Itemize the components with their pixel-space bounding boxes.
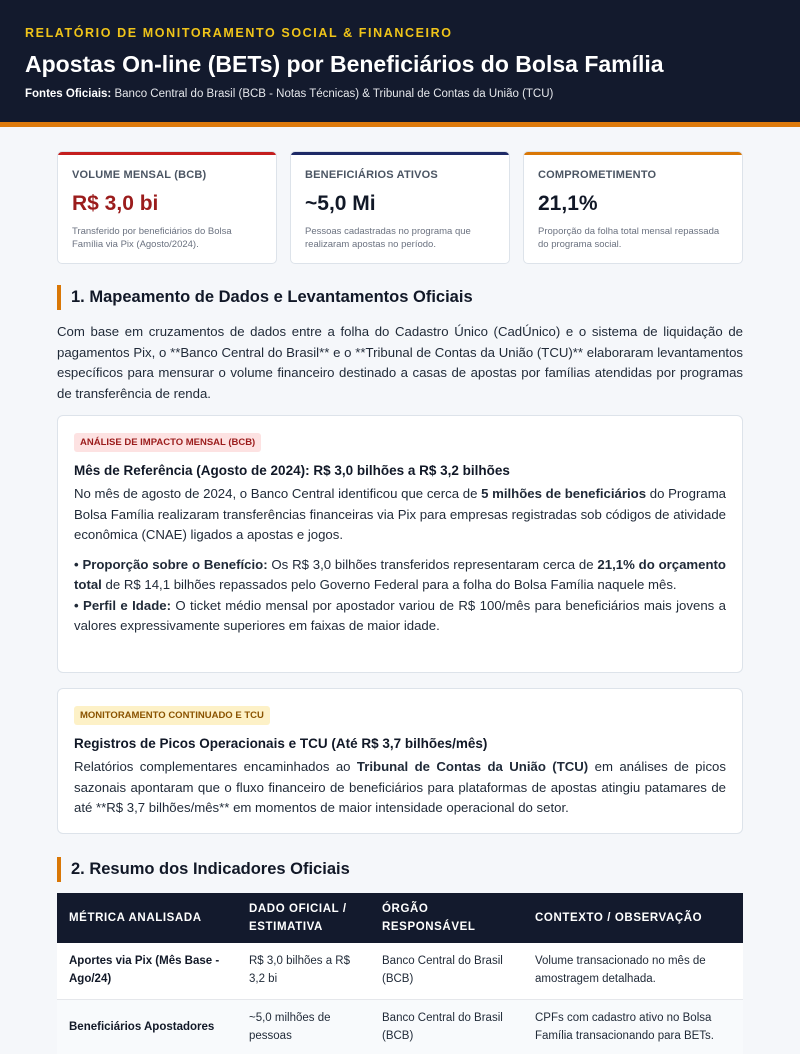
table-header-row (57, 893, 743, 943)
kpi-description: Pessoas cadastradas no programa que realizaram apostas no período. (305, 226, 471, 250)
kpi-description: Transferido por beneficiários do Bolsa Família via Pix (Agosto/2024). (72, 226, 232, 250)
column-header: MÉTRICA ANALISADA (57, 893, 237, 943)
kpi-value: ~5,0 Mi (305, 192, 376, 215)
monitoring-heading: Registros de Picos Operacionais e TCU (Até R$ 3,7 bilhões/mês) (74, 736, 488, 751)
kpi-value: R$ 3,0 bi (72, 192, 159, 215)
column-header: DADO OFICIAL / ESTIMATIVA (237, 893, 370, 943)
monitoring-badge: MONITORAMENTO CONTINUADO E TCU (74, 706, 270, 725)
table-cell: Banco Central do Brasil (BCB) (370, 999, 523, 1054)
table-cell: Banco Central do Brasil (BCB) (370, 943, 523, 999)
table-row (57, 943, 743, 999)
table-cell: CPFs com cadastro ativo no Bolsa Família transacionando para BETs. (523, 999, 743, 1054)
impact-paragraph: No mês de agosto de 2024, o Banco Central identificou que cerca de 5 milhões de beneficiários do Programa Bolsa Família realizaram transferências financeiras via Pix para empresas registradas sob códigos de atividade econômica (CNAE) ligados a apostas e jogos. (74, 486, 727, 542)
monitoring-paragraph: Relatórios complementares encaminhados ao Tribunal de Contas da União (TCU) em análises de picos sazonais apontaram que o fluxo financeiro de beneficiários para plataformas de apostas atingiu patamares de até **R$ 3,7 bilhões/mês** em momentos de maior intensidade operacional do setor. (74, 759, 726, 815)
bullet-proportion: • Proporção sobre o Benefício: Os R$ 3,0 bilhões transferidos representaram cerca de 21,1% do orçamento total de R$ 14,1 bilhões repassados pelo Governo Federal para a folha do Bolsa Família naquele mês. (74, 556, 726, 592)
impact-badge: ANÁLISE DE IMPACTO MENSAL (BCB) (74, 433, 261, 452)
report-content (0, 151, 800, 1054)
table-row (57, 999, 743, 1054)
kpi-card-volume (57, 151, 277, 264)
kpi-label: VOLUME MENSAL (BCB) (72, 169, 207, 181)
column-header: ÓRGÃO RESPONSÁVEL (370, 893, 523, 943)
sources-text: Banco Central do Brasil (BCB - Notas Técnicas) & Tribunal de Contas da União (TCU) (111, 88, 554, 100)
kpi-label: COMPROMETIMENTO (538, 169, 657, 181)
kpi-label: BENEFICIÁRIOS ATIVOS (305, 169, 438, 181)
report-title: Apostas On-line (BETs) por Beneficiários do Bolsa Família (25, 51, 664, 77)
sources-label: Fontes Oficiais: (25, 88, 112, 100)
column-header: CONTEXTO / OBSERVAÇÃO (523, 893, 743, 943)
table-cell: ~5,0 milhões de pessoas (237, 999, 370, 1054)
table-cell: R$ 3,0 bilhões a R$ 3,2 bi (237, 943, 370, 999)
impact-heading: Mês de Referência (Agosto de 2024): R$ 3,0 bilhões a R$ 3,2 bilhões (74, 463, 510, 478)
section-title-mapping: 1. Mapeamento de Dados e Levantamentos Oficiais (57, 285, 743, 310)
kpi-description: Proporção da folha total mensal repassada do programa social. (538, 226, 720, 250)
report-sources (25, 88, 775, 100)
section-title-summary: 2. Resumo dos Indicadores Oficiais (57, 857, 743, 882)
section-intro-paragraph: Com base em cruzamentos de dados entre a folha do Cadastro Único (CadÚnico) e o sistema de liquidação de pagamentos Pix, o **Banco Central do Brasil** e o **Tribunal de Contas da União (TCU)** elaboraram levantamentos específicos para mensurar o volume financeiro destinado a casas de apostas por famílias atendidas por programas de transferência de renda. (57, 324, 743, 401)
kpi-value: 21,1% (538, 192, 598, 215)
report-eyebrow: RELATÓRIO DE MONITORAMENTO SOCIAL & FINANCEIRO (25, 26, 453, 40)
report-header (0, 0, 800, 127)
bullet-profile: • Perfil e Idade: O ticket médio mensal por apostador variou de R$ 100/mês para beneficiários mais jovens a valores expressivamente superiores em faixas de maior idade. (74, 597, 726, 633)
monitoring-box (57, 688, 743, 834)
kpi-card-beneficiaries (290, 151, 510, 264)
table-cell: Beneficiários Apostadores (57, 999, 237, 1054)
table-cell: Volume transacionado no mês de amostragem detalhada. (523, 943, 743, 999)
kpi-card-commitment (523, 151, 743, 264)
kpi-cards (57, 151, 743, 264)
indicators-table (57, 893, 743, 1054)
table-cell: Aportes via Pix (Mês Base - Ago/24) (57, 943, 237, 999)
impact-analysis-box (57, 415, 743, 673)
